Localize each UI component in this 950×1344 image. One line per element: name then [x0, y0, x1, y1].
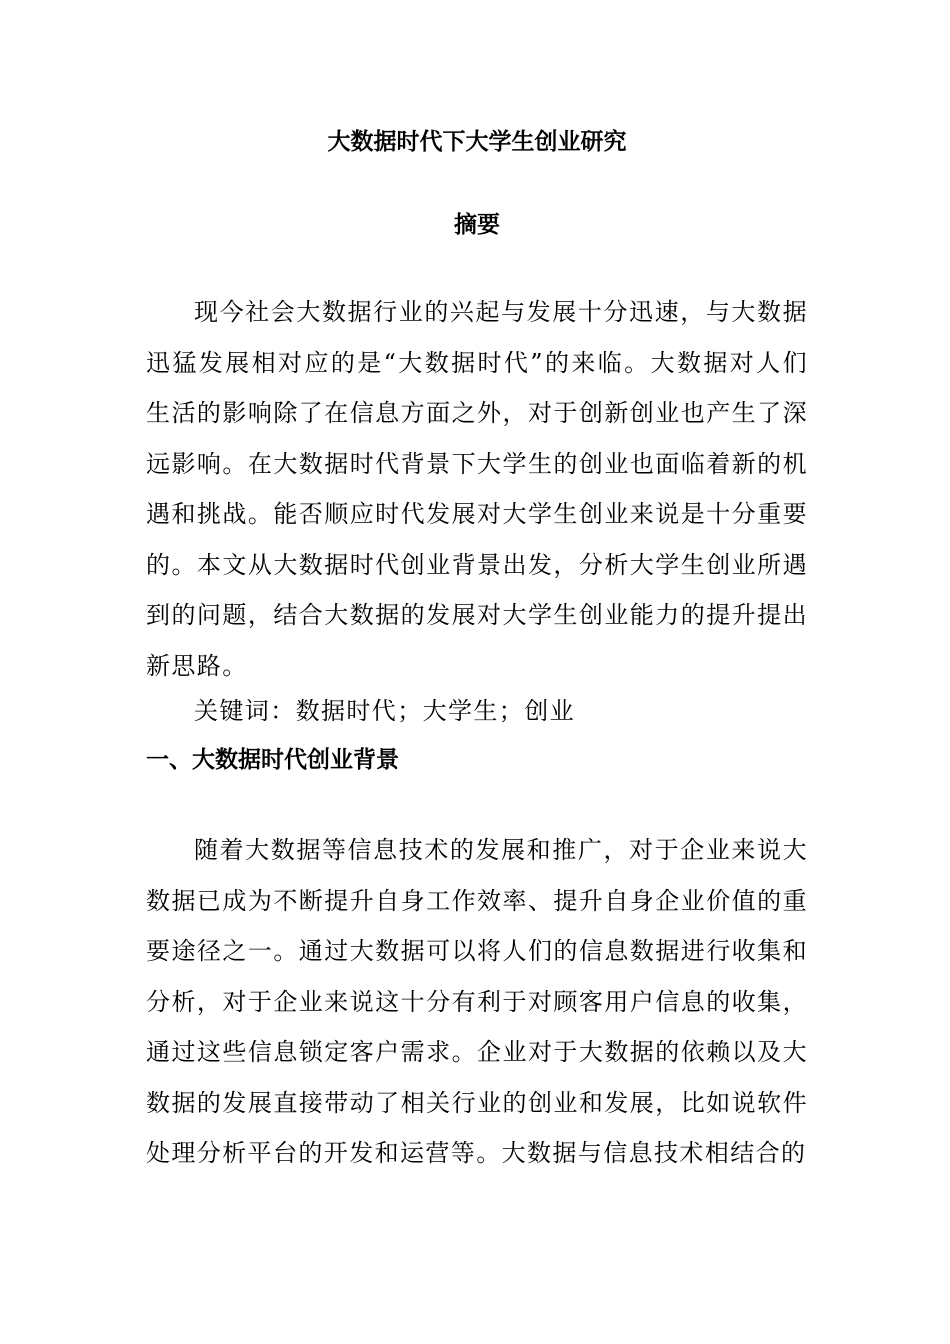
- keywords-line: 关键词：数据时代；大学生；创业: [194, 697, 575, 725]
- document-title: 大数据时代下大学生创业研究: [327, 129, 627, 155]
- section-heading: 一、大数据时代创业背景: [146, 747, 399, 773]
- abstract-paragraph: 现今社会大数据行业的兴起与发展十分迅速，与大数据迅猛发展相对应的是“大数据时代”的来临。大数据对人们生活的影响除了在信息方面之外，对于创新创业也产生了深远影响。在大数据时代背景下大学生的创业也面临着新的机遇和挑战。能否顺应时代发展对大学生创业来说是十分重要的。本文从大数据时代创业背景出发，分析大学生创业所遇到的问题，结合大数据的发展对大学生创业能力的提升提出新思路。: [146, 298, 808, 680]
- section-paragraph: 随着大数据等信息技术的发展和推广，对于企业来说大数据已成为不断提升自身工作效率、提升自身企业价值的重要途径之一。通过大数据可以将人们的信息数据进行收集和分析，对于企业来说这十分有利于对顾客用户信息的收集，通过这些信息锁定客户需求。企业对于大数据的依赖以及大数据的发展直接带动了相关行业的创业和发展，比如说软件处理分析平台的开发和运营等。大数据与信息技术相结合的: [146, 836, 808, 1167]
- abstract-heading: 摘要: [454, 212, 500, 238]
